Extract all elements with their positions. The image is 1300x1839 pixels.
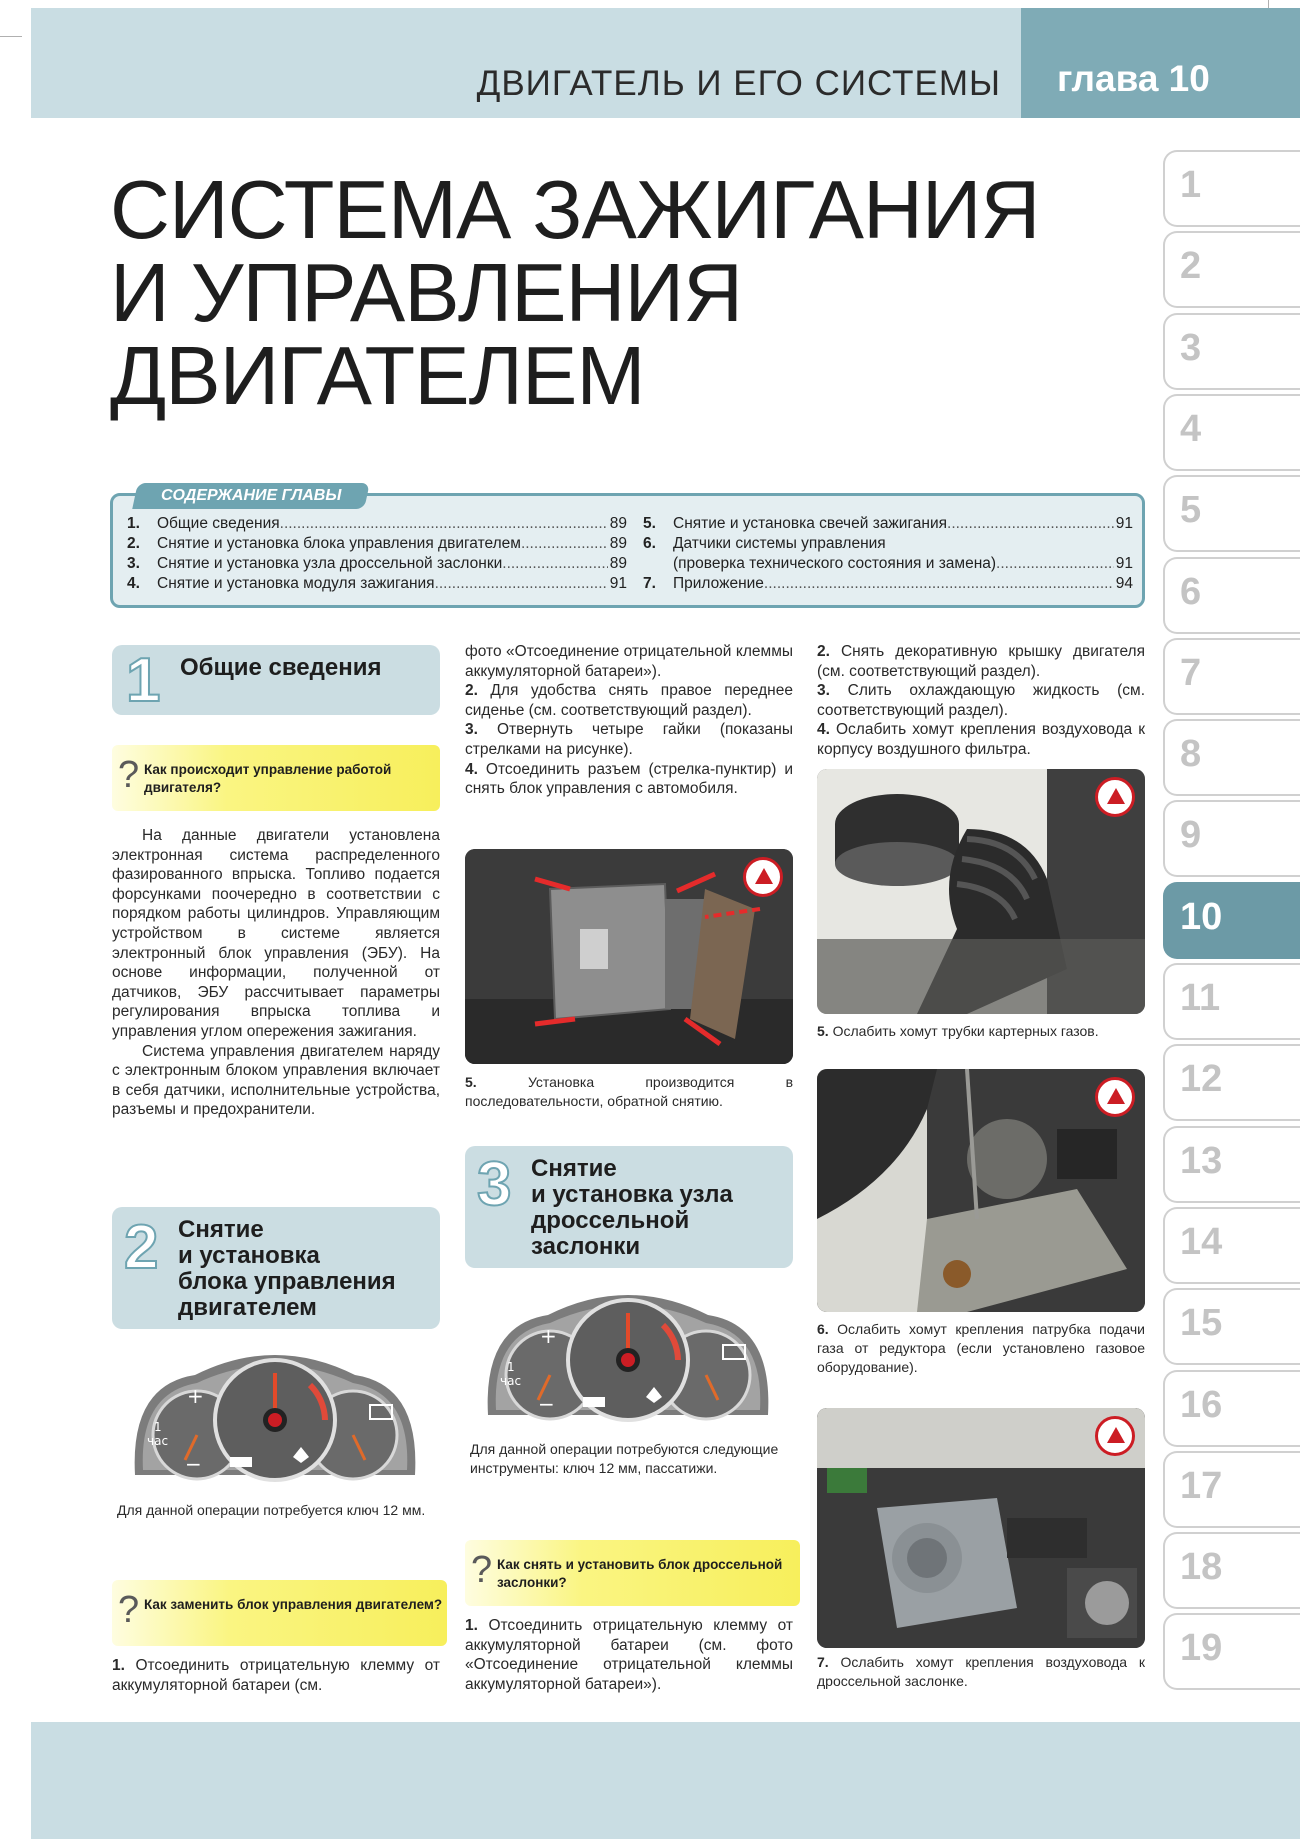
chapter-tab-label: 4 [1180, 407, 1202, 450]
instruction-step [817, 642, 1145, 681]
chapter-tab-6[interactable] [1163, 557, 1300, 634]
footer-band [31, 1722, 1300, 1839]
contents-entry-number: 5. [643, 515, 656, 532]
contents-entry-number: 2. [127, 535, 140, 552]
step-text: Ослабить хомут крепления воздуховода к дроссельной заслонке. [817, 1654, 1146, 1689]
section-number: 3 [477, 1150, 512, 1219]
contents-entry-number: 3. [127, 555, 140, 572]
contents-label [132, 483, 370, 509]
crop-mark [0, 36, 22, 37]
chapter-tab-13[interactable] [1163, 1126, 1300, 1203]
step-text: Ослабить хомут трубки картерных газов. [832, 1023, 1099, 1039]
step-number: 6. [817, 1321, 829, 1337]
contents-entry-title: (проверка технического состояния и замена) [673, 555, 997, 572]
paragraph: Система управления двигателем наряду с электронным блоком управления включает в себя датчики, исполнительные устройства, разъемы и предохранители. [112, 1042, 440, 1119]
dashboard-hour-number: 1 [154, 1420, 162, 1434]
instruction-step [465, 681, 793, 720]
chapter-tab-11[interactable] [1163, 963, 1300, 1040]
contents-entry-number: 7. [643, 575, 656, 592]
contents-label-text: СОДЕРЖАНИЕ ГЛАВЫ [161, 487, 342, 504]
contents-leader-dots [764, 574, 1114, 594]
contents-entry[interactable] [643, 534, 1133, 554]
svg-text:−: − [185, 1452, 202, 1476]
body-text [112, 826, 440, 1120]
contents-entry[interactable] [127, 534, 627, 554]
page-title-line: И УПРАВЛЕНИЯ [110, 246, 743, 339]
step-text: Слить охлаждающую жидкость (см. соответствующий раздел). [817, 682, 1145, 719]
section-title [178, 1217, 396, 1321]
contents-entry-title: Снятие и установка свечей зажигания [673, 515, 948, 532]
tools-note: Для данной операции потребуется ключ 12 мм. [117, 1502, 426, 1518]
chapter-label: глава 10 [1057, 58, 1210, 99]
dashboard-icon [125, 1345, 425, 1495]
dashboard-hour-label: час [500, 1374, 522, 1388]
body-text [817, 1320, 1145, 1377]
instruction-step [465, 720, 793, 759]
chapter-tab-label: 16 [1180, 1383, 1223, 1426]
section-title-line: двигателем [178, 1294, 317, 1321]
question-text: Как происходит управление работой двигателя? [144, 762, 392, 795]
contents-entry-title: Снятие и установка модуля зажигания [157, 575, 435, 592]
step-text: Снять декоративную крышку двигателя (см. соответствующий раздел). [817, 643, 1145, 680]
chapter-tab-label: 19 [1180, 1627, 1223, 1670]
section-header-2 [112, 1207, 440, 1329]
question-icon: ? [471, 1549, 493, 1591]
chapter-tab-7[interactable] [1163, 638, 1300, 715]
contents-leader-dots [435, 574, 608, 594]
contents-entry-number: 1. [127, 515, 140, 532]
brand-logo [1095, 1416, 1135, 1456]
question-text: Как снять и установить блок дроссельной заслонки? [497, 1557, 783, 1590]
chapter-contents [110, 487, 1145, 608]
dashboard-hour-label: час [147, 1434, 169, 1448]
section-title-line: Снятие [178, 1216, 264, 1243]
chapter-tab-label: 18 [1180, 1546, 1223, 1589]
step-text: Отсоединить отрицательную клемму от аккумуляторной батареи (см. фото «Отсоединение отрицательной клеммы аккумуляторной батареи»). [465, 1617, 793, 1693]
chapter-tab-9[interactable] [1163, 800, 1300, 877]
body-text [465, 1073, 793, 1111]
paragraph: На данные двигатели установлена электронная система распределенного фазированного впрыска. Топливо подается форсунками поочередно в соответствии с порядком работы цилиндров. Управляющим устройством в системе является электронный блок управления (ЭБУ). На основе информации, полученной от датчиков, ЭБУ рассчитывает параметры регулирования впрыска топлива и управления углом опережения зажигания. [112, 827, 440, 1040]
chapter-tab-label: 2 [1180, 245, 1202, 288]
svg-text:−: − [538, 1392, 555, 1416]
chapter-tab-2[interactable] [1163, 231, 1300, 308]
photo-ecu [465, 849, 793, 1064]
chapter-tab-label: 14 [1180, 1220, 1223, 1263]
brand-logo [1095, 777, 1135, 817]
contents-entry-title: Общие сведения [157, 515, 280, 532]
body-text [465, 1616, 793, 1694]
contents-entry-title: Датчики системы управления [673, 535, 886, 552]
chapter-badge [1021, 8, 1300, 118]
step-number: 2. [817, 643, 830, 660]
photo-gas-reducer [817, 1408, 1145, 1648]
step-text: Для удобства снять правое переднее сиденье (см. соответствующий раздел). [465, 682, 793, 719]
step-number: 1. [112, 1657, 125, 1674]
step-number: 4. [465, 760, 478, 778]
chapter-tab-label: 12 [1180, 1058, 1223, 1101]
tools-note: Для данной операции потребуются следующие инструменты: ключ 12 мм, пассатижи. [470, 1441, 779, 1476]
section-header-3 [465, 1146, 793, 1268]
contents-entry[interactable] [643, 554, 1133, 574]
step-number: 3. [465, 721, 478, 739]
contents-leader-dots [502, 554, 607, 574]
contents-leader-dots [947, 514, 1114, 534]
contents-leader-dots [521, 534, 608, 554]
chapter-tab-8[interactable] [1163, 719, 1300, 796]
dashboard-hour-number: 1 [507, 1360, 515, 1374]
chapter-tab-label: 11 [1180, 977, 1221, 1019]
contents-entry-title: Снятие и установка узла дроссельной заслонки [157, 555, 503, 572]
instruction-step [465, 760, 793, 799]
crankcase-hose-illustration [817, 1069, 1145, 1312]
body-text [817, 642, 1145, 760]
contents-leader-dots [280, 514, 608, 534]
chapter-tab-label: 3 [1180, 326, 1202, 369]
contents-entry-page: 91 [1115, 555, 1133, 572]
section-title-line: Снятие [531, 1155, 617, 1182]
step-text: Ослабить хомут крепления патрубка подачи газа от редуктора (если установлено газовое оборудование). [817, 1321, 1145, 1375]
step-text: Установка производится в последовательности, обратной снятию. [465, 1074, 794, 1109]
contents-entry-number: 4. [127, 575, 140, 592]
step-text: Отвернуть четыре гайки (показаны стрелками на рисунке). [465, 721, 793, 758]
chapter-tab-18[interactable] [1163, 1532, 1300, 1609]
section-title [531, 1156, 733, 1260]
section-number: 1 [126, 646, 161, 715]
contents-entry-page: 89 [609, 515, 627, 532]
question-icon: ? [118, 754, 140, 796]
chapter-tab-15[interactable] [1163, 1288, 1300, 1365]
dashboard-icon [478, 1285, 778, 1435]
section-title-line: дроссельной [531, 1207, 690, 1234]
body-text [817, 1022, 1145, 1041]
contents-entry-number [643, 554, 673, 574]
body-text [112, 1656, 440, 1695]
step-number: 3. [817, 682, 830, 700]
instruction-step [817, 720, 1145, 759]
chapter-tab-14[interactable] [1163, 1207, 1300, 1284]
brand-logo [743, 857, 783, 897]
contents-entry[interactable] [127, 514, 627, 534]
contents-entry-title: Приложение [673, 575, 764, 592]
contents-entry[interactable] [127, 574, 627, 594]
chapter-tab-label: 10 [1180, 895, 1223, 938]
step-number: 1. [465, 1617, 478, 1634]
chapter-tab-label: 8 [1180, 733, 1202, 776]
chapter-tab-16[interactable] [1163, 1370, 1300, 1447]
svg-text:+: + [187, 1384, 204, 1408]
contents-entry-page: 91 [609, 575, 627, 592]
svg-text:+: + [540, 1324, 557, 1348]
air-duct-illustration [817, 769, 1145, 1014]
chapter-tab-label: 5 [1180, 489, 1202, 532]
chapter-tab-12[interactable] [1163, 1044, 1300, 1121]
page-title [110, 163, 1040, 422]
contents-entry[interactable] [127, 554, 627, 574]
chapter-tab-label: 15 [1180, 1302, 1223, 1345]
chapter-tab-1[interactable] [1163, 150, 1300, 227]
contents-column-right [643, 514, 1133, 594]
section-title-line: блока управления [178, 1268, 396, 1295]
body-text [817, 1653, 1145, 1691]
chapter-tab-3[interactable] [1163, 313, 1300, 390]
section-title: ДВИГАТЕЛЬ И ЕГО СИСТЕМЫ [476, 64, 1001, 103]
header-band [31, 8, 1021, 118]
page-title-line: СИСТЕМА ЗАЖИГАНИЯ [110, 163, 1040, 256]
step-number: 4. [817, 721, 830, 739]
section-title-line: и установка [178, 1242, 320, 1269]
step-number: 2. [465, 682, 478, 700]
photo-crankcase-hose [817, 1069, 1145, 1312]
question-box [465, 1540, 800, 1606]
step-text: Ослабить хомут крепления воздуховода к корпусу воздушного фильтра. [817, 721, 1145, 758]
chapter-tab-label: 1 [1180, 164, 1202, 206]
chapter-tab-label: 6 [1180, 570, 1202, 613]
chapter-tab-5[interactable] [1163, 475, 1300, 552]
paragraph: фото «Отсоединение отрицательной клеммы аккумуляторной батареи»). [465, 643, 793, 680]
brand-logo [1095, 1077, 1135, 1117]
step-text: Отсоединить отрицательную клемму от аккумуляторной батареи (см. [112, 1657, 440, 1694]
chapter-tab-label: 7 [1180, 651, 1202, 694]
step-number: 5. [817, 1023, 829, 1039]
step-number: 5. [465, 1074, 477, 1090]
contents-entry-page: 89 [609, 535, 627, 552]
question-icon: ? [118, 1589, 140, 1631]
contents-entry-number: 6. [643, 535, 656, 552]
section-title-line: и установка узла [531, 1181, 733, 1208]
photo-air-duct [817, 769, 1145, 1014]
step-text: Отсоединить разъем (стрелка-пунктир) и снять блок управления с автомобиля. [465, 760, 793, 798]
contents-column-left [127, 514, 627, 594]
section-header-1 [112, 645, 440, 715]
contents-entry-page: 94 [1115, 575, 1133, 592]
chapter-tab-4[interactable] [1163, 394, 1300, 471]
section-title-line: заслонки [531, 1233, 641, 1260]
contents-entry[interactable] [643, 574, 1133, 594]
chapter-tab-19[interactable] [1163, 1613, 1300, 1690]
contents-leader-dots [996, 554, 1114, 574]
contents-entry-page: 89 [609, 555, 627, 572]
question-box [112, 745, 440, 811]
chapter-tab-label: 9 [1180, 814, 1202, 857]
contents-entry-title: Снятие и установка блока управления двигателем [157, 535, 521, 552]
chapter-tab-label: 17 [1180, 1464, 1223, 1507]
chapter-tab-17[interactable] [1163, 1451, 1300, 1528]
contents-entry-page: 91 [1115, 515, 1133, 532]
step-number: 7. [817, 1654, 829, 1670]
contents-entry[interactable] [643, 514, 1133, 534]
body-text [465, 642, 793, 799]
chapter-tab-label: 13 [1180, 1139, 1223, 1182]
question-text: Как заменить блок управления двигателем? [144, 1597, 443, 1612]
page-title-line: ДВИГАТЕЛЕМ [110, 329, 645, 422]
instruction-step [817, 681, 1145, 720]
question-box [112, 1580, 447, 1646]
section-number: 2 [124, 1213, 159, 1282]
section-title: Общие сведения [180, 654, 382, 681]
chapter-tab-10[interactable] [1163, 882, 1300, 959]
